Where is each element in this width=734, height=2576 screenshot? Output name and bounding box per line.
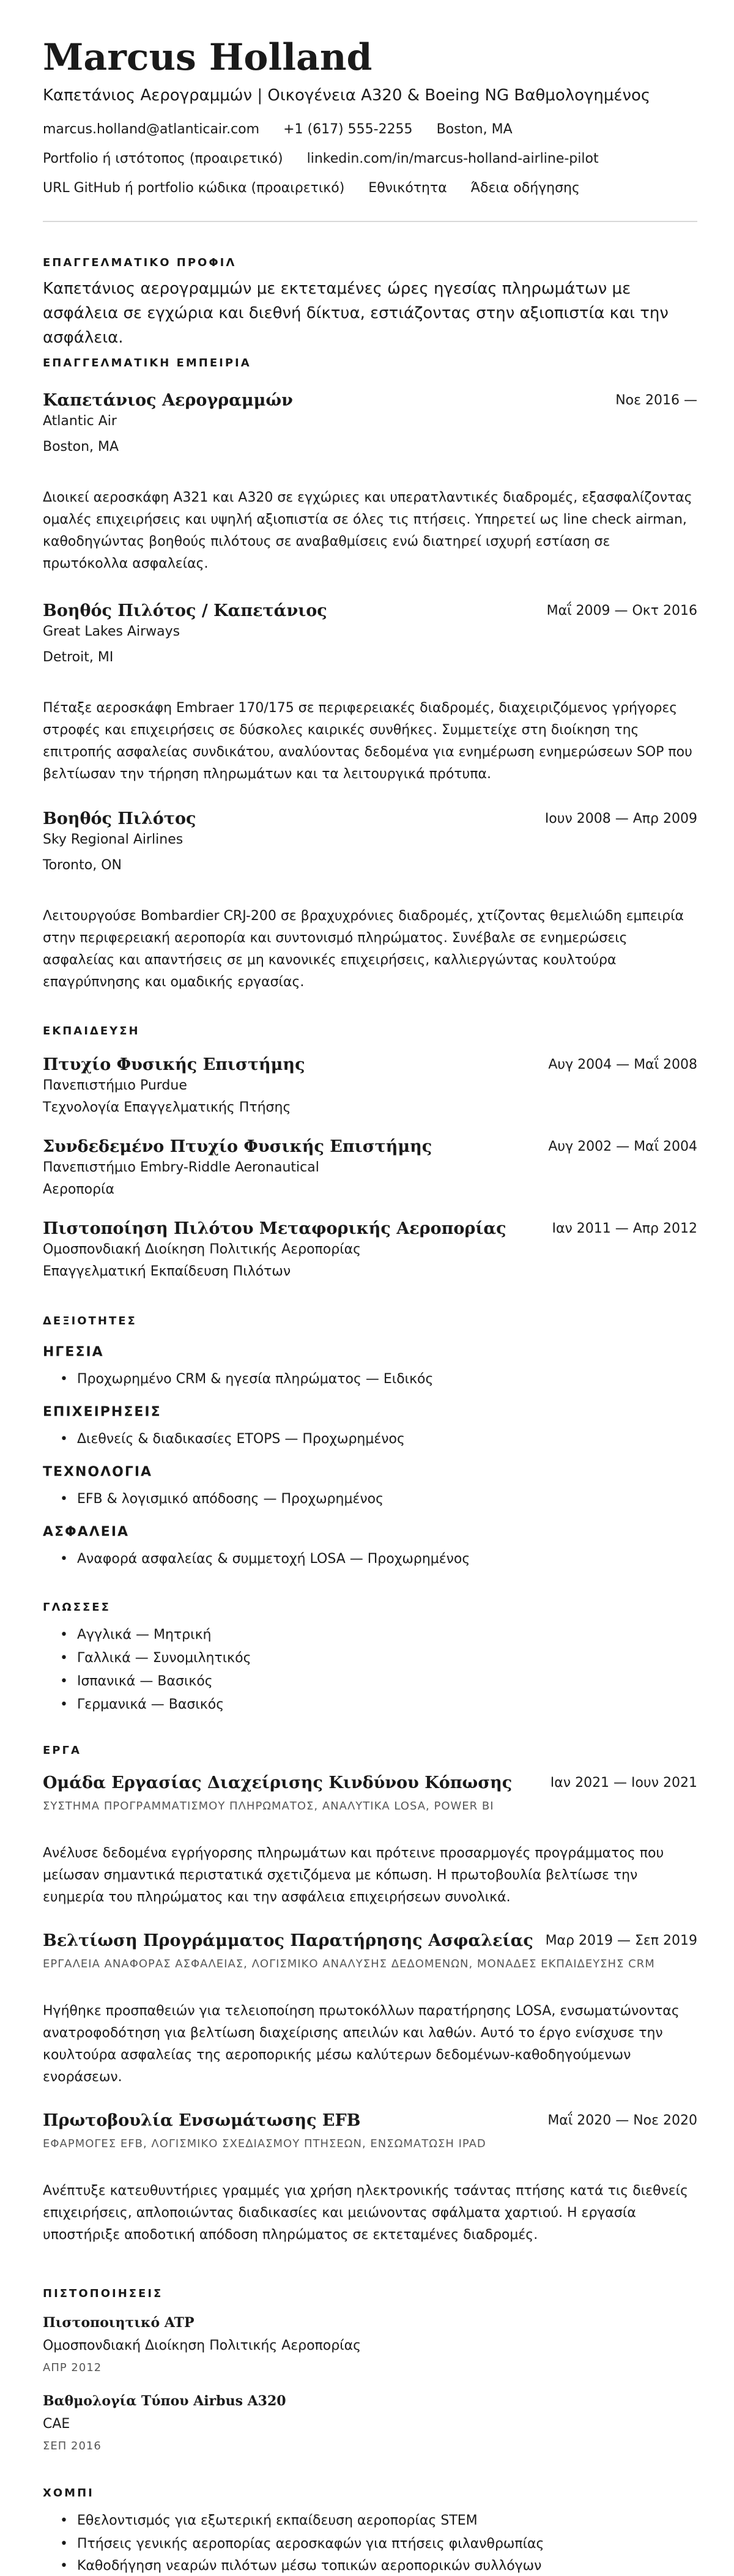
project-tech: ΕΡΓΑΛΕΙΑ ΑΝΑΦΟΡΑΣ ΑΣΦΑΛΕΙΑΣ, ΛΟΓΙΣΜΙΚΟ ΑΝΑΛΥΣΗΣ ΔΕΔΟΜΕΝΩΝ, ΜΟΝΑΔΕΣ ΕΚΠΑΙΔΕΥΣΗΣ CRM (43, 1958, 655, 1970)
contact-row-tertiary (43, 179, 599, 198)
candidate-tagline: Καπετάνιος Αερογραμμών | Οικογένεια A320 & Boeing NG Βαθμολογημένος (43, 86, 651, 105)
language-item: • Γαλλικά — Συνομιλητικός (60, 1650, 251, 1666)
job-date: Ιουν 2008 — Απρ 2009 (544, 811, 697, 826)
skill-item: • EFB & λογισμικό απόδοσης — Προχωρημένος (60, 1491, 384, 1507)
certification-date: ΣΕΠ 2016 (43, 2440, 102, 2452)
job-location: Toronto, ON (43, 858, 122, 873)
project-description: Ανέλυσε δεδομένα εγρήγορσης πληρωμάτων και πρότεινε προσαρμογές προγράμματος που μείωσαν σημαντικά περιστατικά σχετιζόμενα με κόπωση. Η πρωτοβουλία βελτίωσε την ευημερία του πληρώματος και την ασφάλεια επιχειρήσεων συνολικά. (43, 1846, 664, 1905)
hobby-item: • Εθελοντισμός για εξωτερική εκπαίδευση αεροπορίας STEM (60, 2513, 478, 2528)
citizenship-text: Εθνικότητα (368, 180, 447, 196)
degree-date: Αυγ 2004 — Μαΐ 2008 (548, 1057, 697, 1072)
project-name: Βελτίωση Προγράμματος Παρατήρησης Ασφαλείας (43, 1931, 533, 1950)
skills-section-title: ΔΕΞΙΟΤΗΤΕΣ (43, 1315, 137, 1327)
project-date: Ιαν 2021 — Ιουν 2021 (550, 1775, 697, 1791)
job-date: Νοε 2016 — (615, 393, 697, 408)
skill-category: ΑΣΦΑΛΕΙΑ (43, 1524, 130, 1540)
skill-item: • Αναφορά ασφαλείας & συμμετοχή LOSA — Προχωρημένος (60, 1551, 470, 1567)
language-item: • Ισπανικά — Βασικός (60, 1674, 213, 1689)
language-item: • Γερμανικά — Βασικός (60, 1697, 224, 1712)
candidate-name: Marcus Holland (43, 36, 373, 79)
profile-summary: Καπετάνιος αερογραμμών με εκτεταμένες ώρες ηγεσίας πληρωμάτων με ασφάλεια σε εγχώρια και διεθνή δίκτυα, εστιάζοντας στην αξιοπιστία και την ασφάλεια. (43, 280, 669, 347)
project-date: Μαρ 2019 — Σεπ 2019 (545, 1933, 697, 1948)
github-link[interactable]: URL GitHub ή portfolio κώδικα (προαιρετικό) (43, 180, 345, 196)
email-link[interactable]: marcus.holland@atlanticair.com (43, 122, 260, 137)
job-location: Boston, MA (43, 439, 119, 455)
language-item: • Αγγλικά — Μητρική (60, 1627, 212, 1642)
phone-number: +1 (617) 555-2255 (283, 122, 413, 137)
header-divider (43, 221, 697, 222)
profile-section-title: ΕΠΑΓΓΕΛΜΑΤΙΚΟ ΠΡΟΦΙΛ (43, 256, 237, 269)
degree-title: Πιστοποίηση Πιλότου Μεταφορικής Αεροπορίας (43, 1219, 506, 1238)
degree-field: Επαγγελματική Εκπαίδευση Πιλότων (43, 1264, 291, 1279)
certifications-section-title: ΠΙΣΤΟΠΟΙΗΣΕΙΣ (43, 2287, 163, 2300)
degree-title: Συνδεδεμένο Πτυχίο Φυσικής Επιστήμης (43, 1137, 432, 1156)
certification-date: ΑΠΡ 2012 (43, 2361, 102, 2374)
skill-category: ΤΕΧΝΟΛΟΓΙΑ (43, 1464, 153, 1480)
projects-section-title: ΕΡΓΑ (43, 1744, 81, 1757)
job-location: Detroit, MI (43, 650, 114, 665)
job-description: Διοικεί αεροσκάφη A321 και A320 σε εγχώριες και υπερατλαντικές διαδρομές, εξασφαλίζοντας ομαλές επιχειρήσεις και υψηλή αξιοπιστία σε όλες τις πτήσεις. Υπηρετεί ως line check airman, καθοδηγώντας βοηθούς πιλότους σε αναβαθμίσεις ενώ διατηρεί ισχυρή εστίαση σε πρωτόκολλα ασφαλείας. (43, 490, 692, 571)
skill-category: ΗΓΕΣΙΑ (43, 1345, 104, 1360)
project-name: Πρωτοβουλία Ενσωμάτωσης EFB (43, 2111, 361, 2130)
experience-section-title: ΕΠΑΓΓΕΛΜΑΤΙΚΗ ΕΜΠΕΙΡΙΑ (43, 357, 251, 369)
degree-date: Αυγ 2002 — Μαΐ 2004 (548, 1139, 697, 1154)
project-tech: ΕΦΑΡΜΟΓΕΣ EFB, ΛΟΓΙΣΜΙΚΟ ΣΧΕΔΙΑΣΜΟΥ ΠΤΗΣΕΩΝ, ΕΝΣΩΜΑΤΩΣΗ IPAD (43, 2137, 486, 2150)
linkedin-link[interactable]: linkedin.com/in/marcus-holland-airline-pilot (306, 151, 599, 166)
degree-field: Τεχνολογία Επαγγελματικής Πτήσης (43, 1100, 291, 1115)
hobby-item: • Καθοδήγηση νεαρών πιλότων μέσω τοπικών αεροπορικών συλλόγων (60, 2558, 542, 2574)
portfolio-link[interactable]: Portfolio ή ιστότοπος (προαιρετικό) (43, 151, 283, 166)
project-date: Μαΐ 2020 — Νοε 2020 (547, 2113, 697, 2128)
skill-category: ΕΠΙΧΕΙΡΗΣΕΙΣ (43, 1405, 161, 1420)
contact-row-secondary (43, 149, 618, 169)
job-company: Atlantic Air (43, 414, 117, 429)
hobby-item: • Πτήσεις γενικής αεροπορίας αεροσκαφών για πτήσεις φιλανθρωπίας (60, 2536, 544, 2552)
languages-section-title: ΓΛΩΣΣΕΣ (43, 1601, 111, 1614)
project-tech: ΣΥΣΤΗΜΑ ΠΡΟΓΡΑΜΜΑΤΙΣΜΟΥ ΠΛΗΡΩΜΑΤΟΣ, ΑΝΑΛΥΤΙΚΑ LOSA, POWER BI (43, 1800, 494, 1813)
skill-item: • Διεθνείς & διαδικασίες ETOPS — Προχωρημένος (60, 1431, 405, 1447)
job-title: Βοηθός Πιλότος (43, 809, 196, 828)
job-description: Λειτουργούσε Bombardier CRJ-200 σε βραχυχρόνιες διαδρομές, χτίζοντας θεμελιώδη εμπειρία στην περιφερειακή αεροπορία και συντονισμό πληρώματος. Συνέβαλε σε ενημερώσεις ασφαλείας και απαντήσεις σε μη κανονικές επιχειρήσεις, καλλιεργώντας κουλτούρα επαγρύπνησης και ομαδικής εργασίας. (43, 908, 684, 990)
degree-title: Πτυχίο Φυσικής Επιστήμης (43, 1055, 305, 1074)
project-name: Ομάδα Εργασίας Διαχείρισης Κινδύνου Κόπωσης (43, 1773, 513, 1792)
school-name: Πανεπιστήμιο Embry-Riddle Aeronautical (43, 1160, 319, 1175)
job-title: Καπετάνιος Αερογραμμών (43, 391, 293, 410)
skill-item: • Προχωρημένο CRM & ηγεσία πληρώματος — Ειδικός (60, 1372, 434, 1387)
certification-name: Βαθμολογία Τύπου Airbus A320 (43, 2393, 286, 2409)
job-description: Πέταξε αεροσκάφη Embraer 170/175 σε περιφερειακές διαδρομές, διαχειριζόμενος γρήγορες στροφές και επιχειρήσεις σε δύσκολες καιρικές συνθήκες. Συμμετείχε στη διοίκηση της επιτροπής ασφαλείας συνδικάτου, αναλύοντας δεδομένα για ενημέρωση ενημερώσεων SOP που βελτίωσαν την τήρηση πληρωμάτων και τα λειτουργικά πρότυπα. (43, 700, 692, 782)
license-text: Άδεια οδήγησης (470, 180, 580, 196)
contact-row-primary (43, 120, 532, 139)
school-name: Ομοσπονδιακή Διοίκηση Πολιτικής Αεροπορίας (43, 1242, 361, 1257)
job-date: Μαΐ 2009 — Οκτ 2016 (546, 603, 697, 618)
location-text: Boston, MA (436, 122, 513, 137)
job-title: Βοηθός Πιλότος / Καπετάνιος (43, 601, 327, 620)
education-section-title: ΕΚΠΑΙΔΕΥΣΗ (43, 1025, 140, 1037)
project-description: Ηγήθηκε προσπαθειών για τελειοποίηση πρωτοκόλλων παρατήρησης LOSA, ενσωματώνοντας ανατροφοδότηση για βελτίωση διαχείρισης απειλών και λαθών. Αυτό το έργο ενίσχυσε την κουλτούρα ασφαλείας της αεροπορικής μέσω καλύτερων δεδομένων-καθοδηγούμενων ενοράσεων. (43, 2003, 680, 2085)
degree-field: Αεροπορία (43, 1182, 114, 1197)
job-company: Great Lakes Airways (43, 624, 180, 639)
hobbies-section-title: ΧΟΜΠΙ (43, 2487, 94, 2500)
project-description: Ανέπτυξε κατευθυντήριες γραμμές για χρήση ηλεκτρονικής τσάντας πτήσης κατά τις διεθνείς επιχειρήσεις, απλοποιώντας διαδικασίες και μειώνοντας σφάλματα χαρτιού. Η εργασία υποστήριξε αποδοτική απόδοση πληρώματος σε εκτεταμένες διαδρομές. (43, 2183, 689, 2243)
certification-issuer: Ομοσπονδιακή Διοίκηση Πολιτικής Αεροπορίας (43, 2338, 361, 2353)
certification-issuer: CAE (43, 2416, 70, 2432)
certification-name: Πιστοποιητικό ATP (43, 2315, 195, 2331)
job-company: Sky Regional Airlines (43, 832, 184, 847)
degree-date: Ιαν 2011 — Απρ 2012 (552, 1221, 697, 1236)
school-name: Πανεπιστήμιο Purdue (43, 1078, 187, 1093)
